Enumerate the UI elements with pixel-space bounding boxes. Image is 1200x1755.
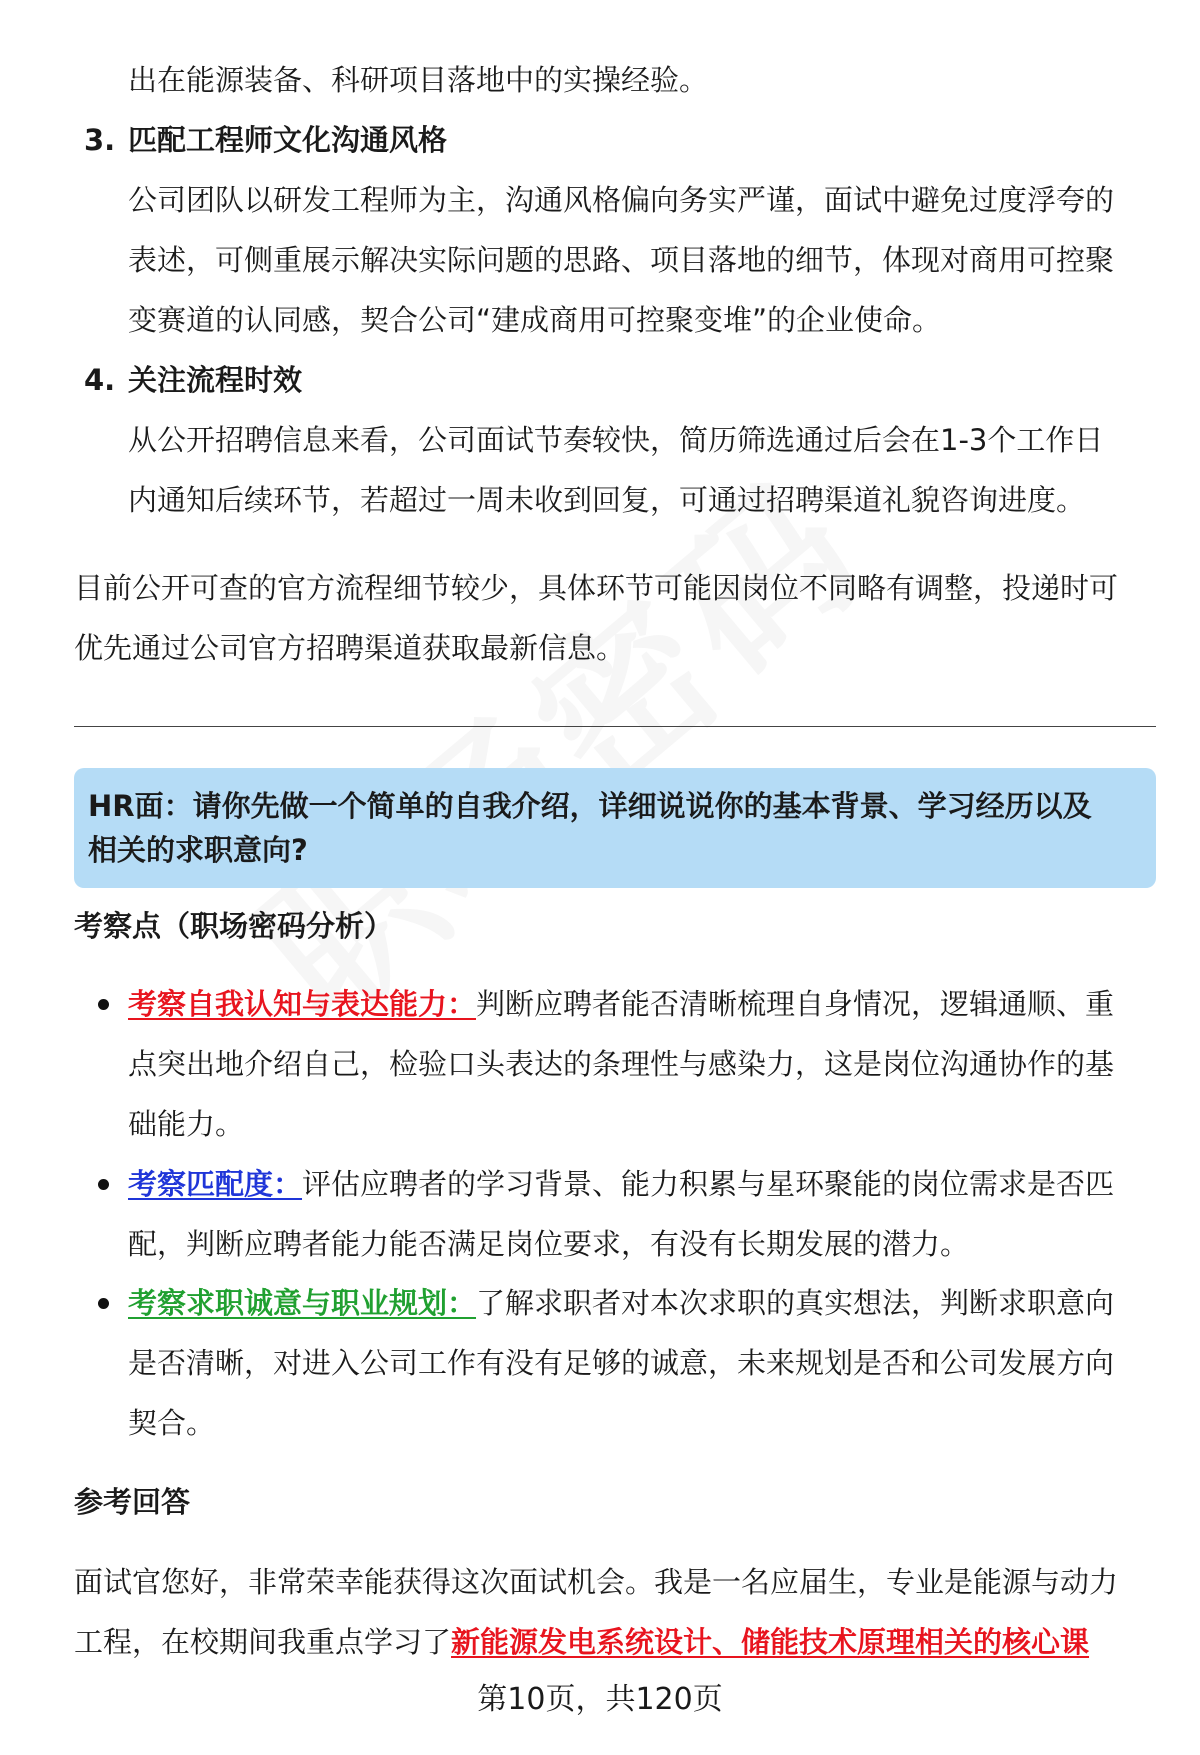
answer-highlight: 新能源发电系统设计、储能技术原理相关的核心课 <box>451 1625 1090 1659</box>
answer-line-2-plain: 工程，在校期间我重点学习了 <box>74 1625 452 1659</box>
tip-3-line-2: 表述，可侧重展示解决实际问题的思路、项目落地的细节，体现对商用可控聚 <box>128 243 1115 277</box>
section-divider <box>74 726 1156 727</box>
answer-title: 参考回答 <box>74 1485 191 1519</box>
point-3-line-2: 是否清晰，对进入公司工作有没有足够的诚意，未来规划是否和公司发展方向 <box>128 1346 1115 1380</box>
point-1-line-2: 点突出地介绍自己，检验口头表达的条理性与感染力，这是岗位沟通协作的基 <box>128 1047 1115 1081</box>
bullet-dot <box>98 999 109 1010</box>
point-3-line-1 <box>128 1283 1114 1323</box>
page-number: 第10页，共120页 <box>477 1682 723 1717</box>
point-2-line-1 <box>128 1164 1114 1204</box>
point-2-first: 评估应聘者的学习背景、能力积累与星环聚能的岗位需求是否匹 <box>302 1167 1115 1201</box>
point-1-line-1 <box>128 984 1114 1024</box>
point-1-keyword: 考察自我认知与表达能力： <box>128 987 477 1021</box>
analysis-title: 考察点（职场密码分析） <box>74 909 394 943</box>
tip-3-line-3: 变赛道的认同感，契合公司“建成商用可控聚变堆”的企业使命。 <box>128 303 942 337</box>
tip-4-number: 4. <box>84 363 116 397</box>
tip-3-number: 3. <box>84 123 116 157</box>
intro-tail: 出在能源装备、科研项目落地中的实操经验。 <box>128 63 709 97</box>
point-1-line-3: 础能力。 <box>128 1107 245 1141</box>
note-line-2: 优先通过公司官方招聘渠道获取最新信息。 <box>74 631 626 665</box>
point-1-first: 判断应聘者能否清晰梳理自身情况，逻辑通顺、重 <box>476 987 1115 1021</box>
point-2-keyword: 考察匹配度： <box>128 1167 303 1201</box>
question-line-1: HR面：请你先做一个简单的自我介绍，详细说说你的基本背景、学习经历以及 <box>88 789 1092 823</box>
tip-3-title: 匹配工程师文化沟通风格 <box>128 123 448 157</box>
tip-3-line-1: 公司团队以研发工程师为主，沟通风格偏向务实严谨，面试中避免过度浮夸的 <box>128 183 1115 217</box>
point-3-first: 了解求职者对本次求职的真实想法，判断求职意向 <box>476 1286 1115 1320</box>
tip-4-line-1: 从公开招聘信息来看，公司面试节奏较快，简历筛选通过后会在1-3个工作日 <box>128 423 1104 457</box>
bullet-dot <box>98 1298 109 1309</box>
question-line-2: 相关的求职意向? <box>88 833 308 867</box>
point-2-line-2: 配，判断应聘者能力能否满足岗位要求，有没有长期发展的潜力。 <box>128 1227 970 1261</box>
answer-line-2 <box>74 1622 1089 1662</box>
watermark <box>197 299 1044 1065</box>
tip-4-title: 关注流程时效 <box>128 363 303 397</box>
point-3-keyword: 考察求职诚意与职业规划： <box>128 1286 477 1320</box>
answer-line-1: 面试官您好，非常荣幸能获得这次面试机会。我是一名应届生，专业是能源与动力 <box>74 1565 1119 1599</box>
tip-4-line-2: 内通知后续环节，若超过一周未收到回复，可通过招聘渠道礼貌咨询进度。 <box>128 483 1086 517</box>
note-line-1: 目前公开可查的官方流程细节较少，具体环节可能因岗位不同略有调整，投递时可 <box>74 571 1119 605</box>
bullet-dot <box>98 1179 109 1190</box>
point-3-line-3: 契合。 <box>128 1406 216 1440</box>
